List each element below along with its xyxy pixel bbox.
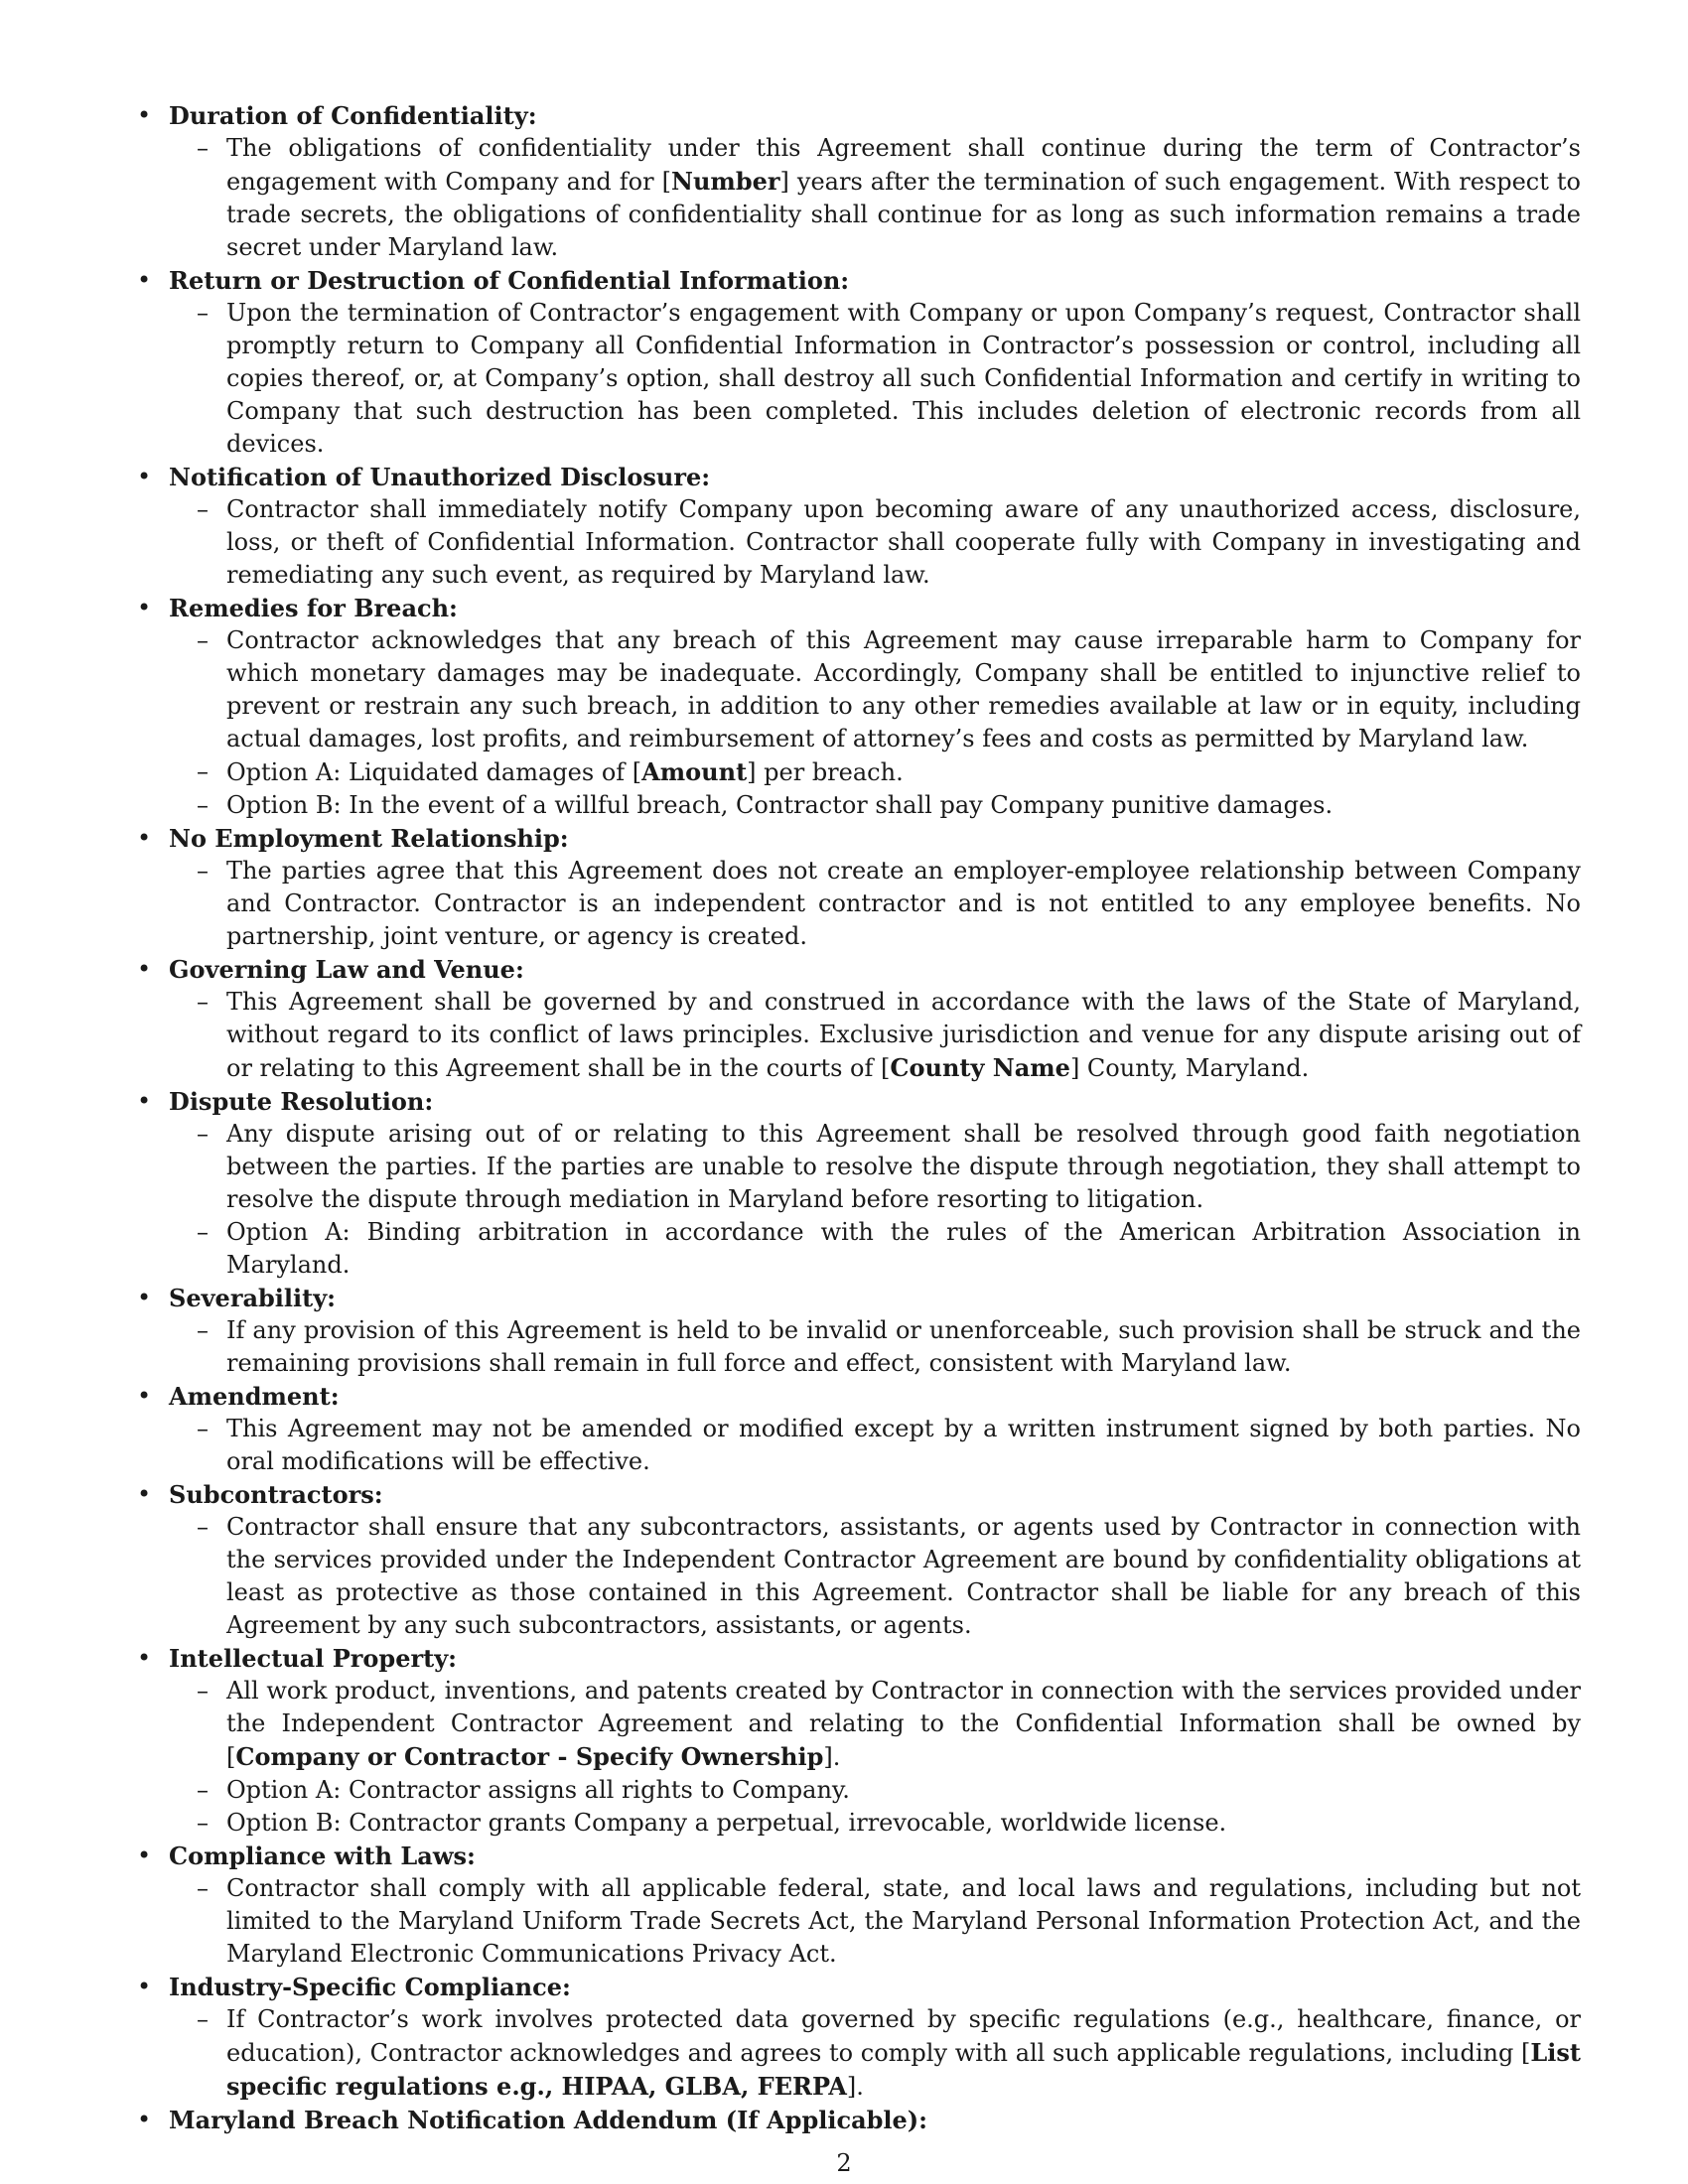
section [137, 461, 1581, 592]
clause-item [137, 1872, 1581, 1971]
section [137, 1971, 1581, 2104]
section [137, 2104, 1581, 2136]
clause-text: ]. [823, 1743, 841, 1771]
clause-item [137, 1413, 1581, 1478]
clause-item [137, 1807, 1581, 1840]
placeholder-text: List specific regulations e.g., HIPAA, GLBA, FERPA [226, 2038, 1581, 2101]
placeholder-text: Amount [641, 757, 748, 786]
clause-text: Option A: Contractor assigns all rights to Company. [226, 1776, 850, 1804]
clause-item [137, 1675, 1581, 1774]
placeholder-text: County Name [890, 1053, 1070, 1082]
clause-text: Contractor shall ensure that any subcontractors, assistants, or agents used by Contractor in connection with the services provided under the Independent Contractor Agreement are bound by confidentiality obligations at least as protective as those contained in this Agreement. Contractor shall be liable for any breach of this Agreement by any such subcontractors, assistants, or agents. [226, 1513, 1581, 1639]
clause-text: Option B: Contractor grants Company a perpetual, irrevocable, worldwide license. [226, 1809, 1227, 1837]
section [137, 264, 1581, 461]
clause-text: The obligations of confidentiality under this Agreement shall continue during the term of Contractor’s engagement with Company and for [226, 134, 1581, 196]
clause-text: [ [661, 168, 672, 196]
clause-item [137, 624, 1581, 755]
clause-text: All work product, inventions, and patents created by Contractor in connection with the services provided under the Independent Contractor Agreement and relating to the Confidential Information shall be owned by [ [226, 1677, 1581, 1771]
clause-text: Any dispute arising out of or relating to this Agreement shall be resolved through good faith negotiation between the parties. If the parties are unable to resolve the dispute through negotiation, they shall attempt to resolve the dispute through mediation in Maryland before resorting to litigation. [226, 1120, 1581, 1213]
section-heading: • Governing Law and Venue: [137, 953, 1581, 986]
clause-text: Option B: In the event of a willful breach, Contractor shall pay Company punitive damages. [226, 791, 1334, 819]
clause-item [137, 1118, 1581, 1216]
section [137, 1380, 1581, 1478]
section-heading: • Maryland Breach Notification Addendum (If Applicable): [137, 2104, 1581, 2136]
section [137, 822, 1581, 953]
section [137, 1282, 1581, 1380]
clause-item [137, 493, 1581, 592]
section [137, 99, 1581, 264]
clause-text: Option A: Binding arbitration in accordance with the rules of the American Arbitration Association in Maryland. [226, 1218, 1581, 1279]
section-heading: • Remedies for Breach: [137, 592, 1581, 624]
section-heading: • Intellectual Property: [137, 1642, 1581, 1675]
clause-item [137, 855, 1581, 953]
clause-item [137, 1314, 1581, 1380]
clause-text: Contractor shall immediately notify Company upon becoming aware of any unauthorized access, disclosure, loss, or theft of Confidential Information. Contractor shall cooperate fully with Company in investigating and remediating any such event, as required by Maryland law. [226, 495, 1581, 589]
section [137, 1085, 1581, 1282]
section [137, 1478, 1581, 1642]
section-heading: • Duration of Confidentiality: [137, 99, 1581, 132]
section-heading: • No Employment Relationship: [137, 822, 1581, 855]
clause-item [137, 789, 1581, 822]
clause-item [137, 755, 1581, 789]
section-heading: • Compliance with Laws: [137, 1840, 1581, 1872]
clause-text: ] County, Maryland. [1069, 1054, 1310, 1082]
clause-item [137, 1511, 1581, 1642]
clause-item [137, 986, 1581, 1085]
clause-text: This Agreement may not be amended or modified except by a written instrument signed by both parties. No oral modifications will be effective. [226, 1415, 1581, 1475]
clause-item [137, 2003, 1581, 2104]
clause-text: This Agreement shall be governed by and construed in accordance with the laws of the State of Maryland, without regard to its conflict of laws principles. Exclusive jurisdiction and venue for any dispute arising out of or relating to this Agreement shall be in the courts of [ [226, 988, 1581, 1082]
placeholder-text: Number [671, 167, 780, 196]
section-heading: • Notification of Unauthorized Disclosure: [137, 461, 1581, 493]
clause-text: Upon the termination of Contractor’s engagement with Company or upon Company’s request, Contractor shall promptly return to Company all Confidential Information in Contractor’s possession or control, including all copies thereof, or, at Company’s option, shall destroy all such Confidential Information and certify in writing to Company that such destruction has been completed. This includes deletion of electronic records from all devices. [226, 299, 1581, 458]
page-number: 2 [836, 2149, 852, 2177]
clause-text: ] per breach. [747, 758, 904, 786]
section-heading: • Industry-Specific Compliance: [137, 1971, 1581, 2003]
document-body [137, 99, 1581, 2136]
clause-text: Contractor acknowledges that any breach of this Agreement may cause irreparable harm to Company for which monetary damages may be inadequate. Accordingly, Company shall be entitled to injunctive relief to prevent or restrain any such breach, in addition to any other remedies available at law or in equity, including actual damages, lost profits, and reimbursement of attorney’s fees and costs as permitted by Maryland law. [226, 626, 1581, 752]
clause-text: ]. [846, 2073, 864, 2101]
clause-text: If Contractor’s work involves protected data governed by specific regulations (e.g., healthcare, finance, or education), Contractor acknowledges and agrees to comply with all such applicable regulations, including [ [226, 2005, 1581, 2067]
section [137, 953, 1581, 1085]
clause-text: The parties agree that this Agreement does not create an employer-employee relationship between Company and Contractor. Contractor is an independent contractor and is not entitled to any employee benefits. No partnership, joint venture, or agency is created. [226, 857, 1581, 950]
clause-text: Contractor shall comply with all applicable federal, state, and local laws and regulations, including but not limited to the Maryland Uniform Trade Secrets Act, the Maryland Personal Information Protection Act, and the Maryland Electronic Communications Privacy Act. [226, 1874, 1581, 1968]
section-heading: • Return or Destruction of Confidential Information: [137, 264, 1581, 297]
clause-item [137, 132, 1581, 264]
clause-text: If any provision of this Agreement is held to be invalid or unenforceable, such provision shall be struck and the remaining provisions shall remain in full force and effect, consistent with Maryland law. [226, 1316, 1581, 1377]
section [137, 592, 1581, 822]
section-heading: • Severability: [137, 1282, 1581, 1314]
section [137, 1840, 1581, 1971]
section-heading: • Amendment: [137, 1380, 1581, 1413]
clause-text: ] years after the termination of such engagement. With respect to trade secrets, the obligations of confidentiality shall continue for as long as such information remains a trade secret under Maryland law. [226, 168, 1581, 261]
clause-item [137, 297, 1581, 461]
clause-text: Option A: Liquidated damages of [ [226, 758, 642, 786]
section-heading: • Dispute Resolution: [137, 1085, 1581, 1118]
clause-item [137, 1216, 1581, 1282]
placeholder-text: Company or Contractor - Specify Ownership [235, 1742, 824, 1771]
section-heading: • Subcontractors: [137, 1478, 1581, 1511]
clause-item [137, 1774, 1581, 1807]
section [137, 1642, 1581, 1840]
